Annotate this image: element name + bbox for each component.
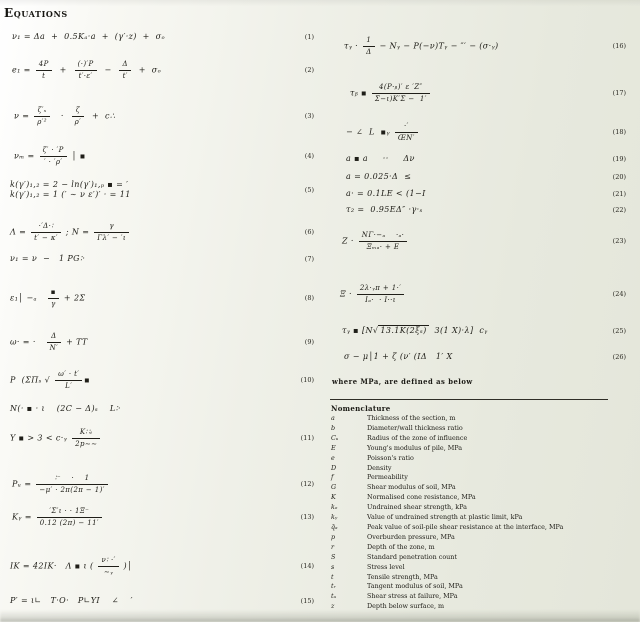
equation-body: [10, 180, 131, 200]
equation-number: (22): [612, 205, 626, 214]
equation-text: ν =: [14, 111, 33, 121]
equation-text: +: [53, 65, 73, 75]
where-note: where MPa, are defined as below: [332, 377, 473, 387]
nomenclature-definition: Permeability: [367, 473, 408, 482]
equation-text: τᵦ ▪: [350, 88, 370, 98]
equation-body: [10, 428, 102, 449]
equation-number: (2): [304, 66, 314, 75]
fraction-denominator: L′: [55, 380, 82, 391]
equation-row: [8, 428, 314, 449]
equation-text: − Νᵧ − Ρ(−ν)Τᵧ − ″′ − (σ·ᵧ): [376, 41, 499, 51]
equation-text: ω· = ·: [10, 337, 45, 347]
equation-row: [330, 284, 626, 305]
equation-body: [344, 36, 499, 57]
fraction-numerator: ∶⁻ · 1: [54, 474, 90, 482]
fraction-denominator: 0.12 (2π) − 11′: [37, 517, 102, 528]
equation-number: (19): [612, 154, 626, 163]
equation-body: [12, 507, 104, 528]
nomenclature-symbol: e: [331, 453, 335, 462]
equation-number: (26): [612, 352, 626, 361]
nomenclature-row: [331, 414, 631, 424]
equation-row: [8, 180, 314, 200]
equation-row: [330, 122, 626, 143]
equation-number: (16): [612, 42, 626, 51]
nomenclature-definition: Value of undrained strength at plastic limit, kPa: [367, 513, 523, 522]
fraction: [37, 507, 102, 528]
fraction: [363, 36, 374, 57]
equation-text: τ₂ = 0.95ΕΔ″ ·γ·ₛ: [346, 205, 423, 214]
equation-body: [12, 474, 110, 495]
equation-text: Λ =: [10, 227, 30, 237]
equation-body: [10, 370, 90, 391]
equation-body: [10, 404, 121, 414]
nomenclature-definition: Poisson's ratio: [367, 453, 414, 462]
fraction: [47, 332, 62, 353]
equation-body: [344, 352, 453, 362]
radical-sign: √: [372, 326, 379, 335]
equation-text: k(γ′)₁,₂ = 2 − ln(γ′)₁,ₚ ▪ = ′: [10, 180, 129, 189]
equation-number: (15): [300, 596, 314, 605]
equation-text: 3(1 Χ)·λ] cᵧ: [428, 326, 488, 335]
nomenclature-symbol: K: [331, 493, 336, 502]
equation-body: [12, 32, 165, 42]
equation-number: (7): [304, 254, 314, 263]
nomenclature-symbol: q̄ₐ: [331, 522, 338, 531]
fraction: [40, 146, 67, 167]
fraction-denominator: −μ′ · 2π(2π − 1)′: [36, 484, 107, 495]
equation-row: [8, 332, 314, 353]
nomenclature-definition: Depth below surface, m: [367, 602, 445, 611]
equation-body: [10, 254, 85, 264]
equation-number: (5): [304, 185, 314, 194]
fraction: [395, 122, 418, 143]
nomenclature-row: [331, 444, 631, 454]
equation-text: τᵧ ·: [344, 41, 362, 51]
fraction-denominator: Ν′: [47, 342, 62, 353]
equation-text: − ∠ L ▪ᵧ: [346, 127, 393, 137]
nomenclature-row: [331, 553, 631, 563]
nomenclature-row: [331, 592, 631, 602]
equation-row: [8, 254, 314, 264]
equation-row: [8, 60, 314, 81]
fraction-numerator: ζ: [75, 106, 81, 114]
fraction-numerator: ΝΓ·−ₐ ·ₐ·: [361, 231, 405, 239]
fraction: [48, 288, 59, 309]
fraction: [119, 60, 130, 81]
equation-row: [8, 222, 314, 243]
fraction: [55, 370, 82, 391]
equation-number: (4): [304, 152, 314, 161]
nomenclature-row: [331, 454, 631, 464]
equation-text: Ν(· ▪ · ι (2C − Δ)ₛ L∶·: [10, 404, 121, 413]
equation-body: [350, 83, 432, 104]
equation-row: [8, 288, 314, 309]
equation-row: [8, 596, 314, 606]
fraction-numerator: 4(Ρ·ᵦ)′ ε ′Ζ″: [379, 83, 423, 91]
nomenclature-symbol: Cᵤ: [331, 433, 339, 442]
equation-body: [10, 288, 86, 309]
equation-text: −: [98, 65, 118, 75]
equation-row: [330, 352, 626, 362]
fraction-denominator: ′ · ′ρ′: [40, 156, 67, 167]
fraction-denominator: Γλ′ − ′ι: [94, 232, 129, 243]
equation-number: (20): [612, 172, 626, 181]
nomenclature-definition: Shear modulus of soil, MPa: [367, 483, 456, 492]
fraction-numerator: Δ: [51, 332, 57, 340]
nomenclature-symbol: kₒ: [331, 503, 338, 512]
fraction-denominator: ρ′: [72, 116, 85, 127]
fraction-denominator: t′ − κ′: [31, 232, 61, 243]
equation-text: τᵧ ▪ [Ν: [342, 326, 373, 335]
equation-text: ▪: [84, 375, 91, 385]
equation-number: (1): [304, 32, 314, 41]
fraction-numerator: ′Σ′ι · · 1Ξ⁻: [49, 507, 90, 515]
fraction-denominator: Ξₘₐ· + Ε: [359, 241, 407, 252]
equation-text: ·: [51, 111, 70, 121]
equation-body: [10, 332, 88, 353]
fraction-denominator: 2p∼∼: [72, 438, 100, 449]
nomenclature-definition: Tangent modulus of soil, MPa: [367, 582, 463, 591]
equation-body: [14, 146, 86, 167]
nomenclature-row: [331, 434, 631, 444]
fraction-denominator: ∼ᵧ: [98, 566, 118, 577]
nomenclature-row: [331, 503, 631, 513]
equation-body: [346, 189, 426, 199]
nomenclature-row: [331, 573, 631, 583]
equation-number: (11): [300, 434, 314, 443]
equation-text: e₁ =: [12, 65, 34, 75]
fraction-denominator: Σ−ι)Κ′Σ − 1′: [372, 93, 430, 104]
fraction-denominator: Δ: [363, 46, 374, 57]
equation-text: + ΤΤ: [63, 337, 88, 347]
equation-row: [8, 370, 314, 391]
nomenclature-definition: Shear stress at failure, MPa: [367, 592, 458, 601]
nomenclature-definition: Stress level: [367, 562, 405, 571]
nomenclature-row: [331, 473, 631, 483]
equation-text: k(γ′)₁,₂ = 1 (′ ∼ ν ε′)′ · = 11: [10, 190, 131, 199]
nomenclature-definition: Density: [367, 463, 392, 472]
equation-body: [340, 284, 406, 305]
nomenclature-row: [331, 483, 631, 493]
equation-text: + 2Σ: [60, 293, 86, 303]
fraction-denominator: ρ′²: [34, 116, 50, 127]
equation-text: νₘ =: [14, 151, 38, 161]
fraction-denominator: t′·ε′: [75, 70, 97, 81]
fraction-numerator: ω′ · t′: [58, 370, 80, 378]
equation-row: [8, 32, 314, 42]
fraction: [72, 428, 100, 449]
nomenclature-symbol: z: [331, 602, 335, 611]
equation-text: )│: [120, 561, 133, 571]
radicand: 13.1Κ(2ξₛ): [380, 326, 427, 335]
nomenclature-row: [331, 533, 631, 543]
equation-text: a ▪ a ·· Δν: [346, 154, 415, 163]
page-title: Equations: [4, 6, 68, 20]
nomenclature-symbol: f: [331, 473, 334, 482]
equation-number: (8): [304, 294, 314, 303]
fraction: [31, 222, 61, 243]
nomenclature-symbol: G: [331, 483, 337, 492]
nomenclature-symbol: p: [331, 532, 336, 541]
equation-text: ν₁ = Δa + 0.5Κₐ·a + (γ′·z) + σₒ: [12, 32, 165, 41]
nomenclature-row: [331, 523, 631, 533]
fraction-denominator: Ιₐ· · Ι··ι: [357, 294, 404, 305]
nomenclature-row: [331, 464, 631, 474]
equation-text: + σₒ: [132, 65, 162, 75]
fraction: [75, 60, 97, 81]
equation-text: a = 0.025·Δ ≤: [346, 172, 412, 181]
nomenclature-symbol: s: [331, 562, 335, 571]
equation-body: [14, 106, 115, 127]
fraction-numerator: ζ′ · ′Ρ: [42, 146, 64, 154]
equation-text: a· = 0.1LΕ < (1−Ι: [346, 189, 426, 198]
nomenclature-definition: Undrained shear strength, kPa: [367, 503, 467, 512]
nomenclature-row: [331, 543, 631, 553]
nomenclature-row: [331, 582, 631, 592]
nomenclature-symbol: kᵧ: [331, 513, 338, 522]
equation-body: [10, 596, 133, 606]
equation-body: [346, 172, 411, 182]
fraction: [359, 231, 407, 252]
fraction-denominator: ŒΝ′: [395, 132, 418, 143]
equation-row: [330, 154, 626, 164]
fraction-denominator: γ: [48, 298, 59, 309]
equation-row: [8, 507, 314, 528]
equation-text: Ρᵤ =: [12, 479, 35, 489]
nomenclature-divider: [330, 399, 608, 400]
equation-body: [346, 154, 415, 164]
nomenclature-row: [331, 513, 631, 523]
nomenclature-symbol: E: [331, 443, 336, 452]
equation-text: Κᵧ =: [12, 512, 35, 522]
equation-body: [342, 326, 488, 336]
equation-row: [330, 36, 626, 57]
equation-text: Υ ▪ > 3 < c·ᵧ: [10, 433, 71, 443]
fraction: [98, 556, 118, 577]
fraction: [372, 83, 430, 104]
equation-text: σ − μ│1 + ζ (ν′ (ΙΔ 1′ Χ: [344, 352, 453, 361]
equation-row: [330, 231, 626, 252]
nomenclature-row: [331, 424, 631, 434]
equation-text: ε₁│ −ₐ: [10, 293, 46, 303]
equation-number: (14): [300, 562, 314, 571]
equation-number: (10): [300, 376, 314, 385]
nomenclature-list: [331, 414, 631, 612]
equation-text: ; Ν =: [62, 227, 93, 237]
equation-row: [8, 404, 314, 414]
fraction-numerator: ·′Δ·∶: [38, 222, 54, 230]
fraction: [36, 474, 107, 495]
fraction-numerator: 4Ρ: [38, 60, 49, 68]
fraction: [357, 284, 404, 305]
fraction-numerator: Κ∷ₜ: [79, 428, 93, 436]
equation-body: [12, 60, 161, 81]
equation-row: [8, 556, 314, 577]
equation-body: [10, 222, 131, 243]
nomenclature-definition: Radius of the zone of influence: [367, 433, 468, 442]
equation-body: [346, 205, 423, 215]
equation-number: (18): [612, 128, 626, 137]
nomenclature-definition: Peak value of soil-pile shear resistance at the interface, MPa: [367, 522, 564, 531]
equation-number: (24): [612, 290, 626, 299]
equation-row: [8, 474, 314, 495]
nomenclature-definition: Standard penetration count: [367, 552, 457, 561]
nomenclature-symbol: b: [331, 423, 336, 432]
equation-row: [330, 189, 626, 199]
fraction-numerator: Δ: [122, 60, 128, 68]
equation-text: + c∴: [86, 111, 116, 121]
equation-number: (23): [612, 237, 626, 246]
equation-row: [330, 205, 626, 215]
fraction-numerator: ν∶ ·′: [101, 556, 116, 564]
nomenclature-definition: Tensile strength, MPa: [367, 572, 438, 581]
equation-number: (25): [612, 326, 626, 335]
nomenclature-definition: Young's modulus of pile, MPa: [367, 443, 463, 452]
fraction-numerator: ·′: [403, 122, 409, 130]
fraction-denominator: t′: [119, 70, 130, 81]
equation-row: [330, 326, 626, 336]
equation-text: │ ▪: [68, 151, 86, 161]
fraction-numerator: ▪: [50, 288, 56, 296]
fraction-numerator: ζ′ₛ: [37, 106, 47, 114]
equation-number: (13): [300, 513, 314, 522]
equation-text: Ζ ·: [342, 236, 357, 246]
nomenclature-row: [331, 602, 631, 612]
equation-row: [8, 146, 314, 167]
nomenclature-symbol: t: [331, 572, 334, 581]
nomenclature-row: [331, 493, 631, 503]
fraction-numerator: γ: [109, 222, 114, 230]
equation-number: (21): [612, 189, 626, 198]
equation-text: Ρ (ΣΠₛ √: [10, 375, 54, 385]
nomenclature-symbol: tᵤ: [331, 592, 337, 601]
fraction-numerator: 1: [366, 36, 372, 44]
fraction-numerator: (·)′Ρ: [77, 60, 94, 68]
equation-text: ν₁ = ν − 1 ΡG∶·: [10, 254, 86, 263]
equation-text: Ρ′ = ι∟ Τ·Ο· Ρ∟ΥΙ ∠ ′: [10, 596, 133, 605]
nomenclature-definition: Diameter/wall thickness ratio: [367, 423, 463, 432]
fraction: [36, 60, 52, 81]
equation-row: [8, 106, 314, 127]
nomenclature-symbol: tᵣ: [331, 582, 336, 591]
equation-number: (6): [304, 228, 314, 237]
fraction-numerator: 2λ·ᵧπ + 1·′: [359, 284, 402, 292]
nomenclature-definition: Depth of the zone, m: [367, 542, 435, 551]
equation-number: (12): [300, 480, 314, 489]
nomenclature-symbol: r: [331, 542, 335, 551]
fraction: [72, 106, 85, 127]
equation-text: ΙΚ = 42ΙΚ· Λ ▪ ι (: [10, 561, 97, 571]
fraction-denominator: t: [36, 70, 52, 81]
nomenclature-symbol: S: [331, 552, 336, 561]
equation-body: [342, 231, 409, 252]
equation-number: (9): [304, 338, 314, 347]
fraction: [34, 106, 50, 127]
nomenclature-definition: Normalised cone resistance, MPa: [367, 493, 476, 502]
fraction: [94, 222, 129, 243]
nomenclature-symbol: a: [331, 414, 335, 422]
nomenclature-symbol: D: [331, 463, 337, 472]
equation-row: [330, 172, 626, 182]
nomenclature-row: [331, 563, 631, 573]
equation-row: [330, 83, 626, 104]
equation-body: [346, 122, 420, 143]
equation-number: (17): [612, 89, 626, 98]
nomenclature-title: Nomenclature: [331, 404, 391, 413]
equation-text: Ξ ·: [340, 289, 355, 299]
equation-number: (3): [304, 112, 314, 121]
nomenclature-definition: Thickness of the section, m: [367, 414, 456, 422]
nomenclature-definition: Overburden pressure, MPa: [367, 532, 455, 541]
equation-body: [10, 556, 132, 577]
left-equation-column: [8, 0, 314, 622]
